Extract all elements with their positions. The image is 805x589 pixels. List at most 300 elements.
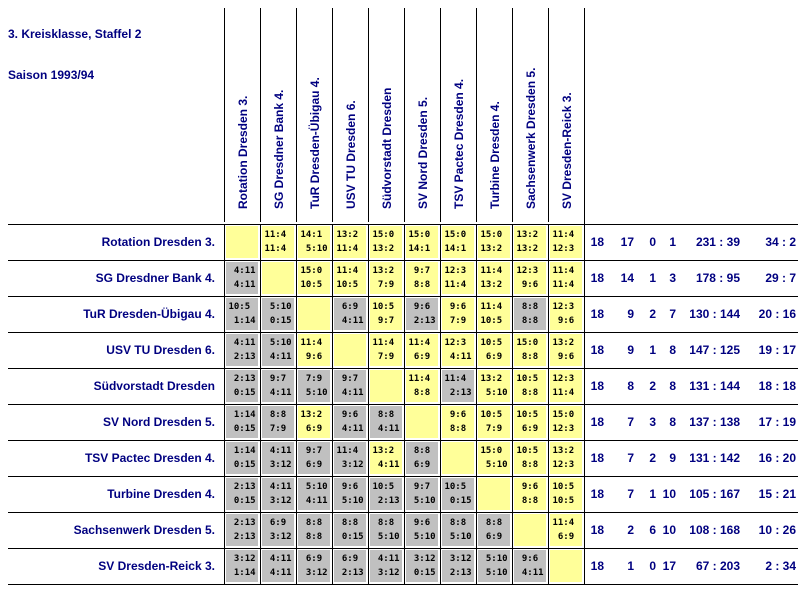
- column-header-label: Rotation Dresden 3.: [236, 95, 250, 209]
- stat-goals: 67 : 203: [695, 559, 740, 573]
- first-leg-score: 11:4: [480, 302, 508, 312]
- first-leg-score: 9:6: [336, 482, 364, 492]
- stat-s: 14: [620, 271, 634, 285]
- stat-pts: 19 : 17: [758, 343, 796, 357]
- team-name: Sachsenwerk Dresden 5.: [73, 523, 215, 537]
- match-result-cell: [370, 550, 402, 582]
- first-leg-score: 11:4: [372, 338, 400, 348]
- stat-pts: 17 : 19: [758, 415, 796, 429]
- column-divider: [476, 224, 477, 584]
- first-leg-score: 6:9: [336, 302, 364, 312]
- match-result-cell: [550, 442, 582, 474]
- column-header: [224, 8, 261, 222]
- first-leg-score: 11:4: [408, 374, 436, 384]
- stat-sp: 18: [590, 235, 604, 249]
- stat-goals: 131 : 142: [689, 451, 740, 465]
- second-leg-score: 2:13: [444, 388, 472, 398]
- stat-s: 9: [627, 307, 634, 321]
- match-result-cell: [370, 226, 402, 258]
- team-name: SV Nord Dresden 5.: [102, 415, 215, 429]
- column-header: [440, 8, 477, 222]
- stat-u: 2: [649, 307, 656, 321]
- second-leg-score: 8:8: [516, 316, 544, 326]
- stat-s: 8: [627, 379, 634, 393]
- match-result-cell: [442, 370, 474, 402]
- second-leg-score: 8:8: [444, 424, 472, 434]
- match-result-cell: [478, 370, 510, 402]
- first-leg-score: 3:12: [444, 554, 472, 564]
- stat-s: 7: [627, 451, 634, 465]
- column-divider: [224, 224, 225, 584]
- match-result-cell: [262, 514, 294, 546]
- first-leg-score: 9:6: [336, 410, 364, 420]
- match-result-cell: [298, 334, 330, 366]
- second-leg-score: 2:13: [372, 496, 400, 506]
- match-result-cell: [262, 370, 294, 402]
- second-leg-score: 5:10: [300, 388, 328, 398]
- second-leg-score: 5:10: [480, 568, 508, 578]
- stat-s: 1: [627, 559, 634, 573]
- second-leg-score: 6:9: [516, 424, 544, 434]
- match-result-cell: [298, 262, 330, 294]
- stat-goals: 105 : 167: [689, 487, 740, 501]
- second-leg-score: 0:15: [228, 424, 256, 434]
- second-leg-score: 11:4: [552, 280, 580, 290]
- match-result-cell: [298, 442, 330, 474]
- stat-goals: 231 : 39: [695, 235, 740, 249]
- column-divider: [512, 224, 513, 584]
- stat-pts: 10 : 26: [758, 523, 796, 537]
- match-result-cell: [226, 370, 258, 402]
- first-leg-score: 11:4: [300, 338, 328, 348]
- second-leg-score: 4:11: [264, 388, 292, 398]
- second-leg-score: 1:14: [228, 316, 256, 326]
- stat-goals: 147 : 125: [689, 343, 740, 357]
- second-leg-score: 4:11: [300, 496, 328, 506]
- first-leg-score: 11:4: [552, 230, 580, 240]
- match-result-cell: [442, 226, 474, 258]
- first-leg-score: 4:11: [264, 482, 292, 492]
- column-header: [404, 8, 441, 222]
- match-result-cell: [226, 442, 258, 474]
- second-leg-score: 2:13: [228, 532, 256, 542]
- first-leg-score: 2:13: [228, 518, 256, 528]
- column-header: [332, 8, 369, 222]
- team-name: SV Dresden-Reick 3.: [98, 559, 215, 573]
- second-leg-score: 13:2: [372, 244, 400, 254]
- second-leg-score: 1:14: [228, 568, 256, 578]
- stat-s: 17: [620, 235, 634, 249]
- stat-pts: 29 : 7: [765, 271, 796, 285]
- second-leg-score: 3:12: [336, 460, 364, 470]
- second-leg-score: 4:11: [264, 352, 292, 362]
- match-result-cell: [514, 334, 546, 366]
- second-leg-score: 4:11: [228, 280, 256, 290]
- first-leg-score: 4:11: [264, 554, 292, 564]
- second-leg-score: 5:10: [300, 244, 328, 254]
- first-leg-score: 9:6: [516, 482, 544, 492]
- second-leg-score: 5:10: [408, 496, 436, 506]
- first-leg-score: 11:4: [336, 266, 364, 276]
- stat-pts: 20 : 16: [758, 307, 796, 321]
- second-leg-score: 0:15: [228, 388, 256, 398]
- stat-n: 8: [669, 379, 676, 393]
- match-result-cell: [262, 298, 294, 330]
- match-result-cell: [550, 370, 582, 402]
- match-result-cell: [514, 550, 546, 582]
- second-leg-score: 13:2: [480, 280, 508, 290]
- first-leg-score: 13:2: [372, 446, 400, 456]
- second-leg-score: 5:10: [444, 532, 472, 542]
- second-leg-score: 4:11: [516, 568, 544, 578]
- first-leg-score: 13:2: [516, 230, 544, 240]
- match-result-cell: [550, 298, 582, 330]
- second-leg-score: 0:15: [228, 460, 256, 470]
- second-leg-score: 5:10: [336, 496, 364, 506]
- self-match-cell: [334, 334, 366, 366]
- column-header-label: TSV Pactec Dresden 4.: [452, 78, 466, 209]
- stat-n: 17: [662, 559, 676, 573]
- match-result-cell: [550, 226, 582, 258]
- second-leg-score: 4:11: [372, 460, 400, 470]
- second-leg-score: 4:11: [372, 424, 400, 434]
- stat-sp: 18: [590, 343, 604, 357]
- second-leg-score: 9:6: [516, 280, 544, 290]
- first-leg-score: 7:9: [300, 374, 328, 384]
- self-match-cell: [478, 478, 510, 510]
- match-result-cell: [298, 550, 330, 582]
- first-leg-score: 4:11: [228, 266, 256, 276]
- team-name: Turbine Dresden 4.: [107, 487, 215, 501]
- first-leg-score: 12:3: [552, 302, 580, 312]
- second-leg-score: 11:4: [264, 244, 292, 254]
- match-result-cell: [334, 478, 366, 510]
- match-result-cell: [406, 550, 438, 582]
- match-result-cell: [442, 550, 474, 582]
- second-leg-score: 4:11: [336, 388, 364, 398]
- match-result-cell: [514, 226, 546, 258]
- match-result-cell: [550, 334, 582, 366]
- second-leg-score: 7:9: [444, 316, 472, 326]
- first-leg-score: 8:8: [264, 410, 292, 420]
- stat-sp: 18: [590, 271, 604, 285]
- first-leg-score: 12:3: [516, 266, 544, 276]
- stat-n: 1: [669, 235, 676, 249]
- first-leg-score: 8:8: [300, 518, 328, 528]
- first-leg-score: 6:9: [300, 554, 328, 564]
- second-leg-score: 10:5: [336, 280, 364, 290]
- match-result-cell: [478, 262, 510, 294]
- match-result-cell: [226, 550, 258, 582]
- second-leg-score: 8:8: [300, 532, 328, 542]
- second-leg-score: 6:9: [480, 352, 508, 362]
- stat-sp: 18: [590, 523, 604, 537]
- team-name: SG Dresdner Bank 4.: [95, 271, 215, 285]
- stat-goals: 178 : 95: [695, 271, 740, 285]
- column-header-label: TuR Dresden-Übigau 4.: [308, 77, 322, 209]
- first-leg-score: 15:0: [480, 446, 508, 456]
- match-result-cell: [550, 478, 582, 510]
- first-leg-score: 12:3: [444, 266, 472, 276]
- first-leg-score: 12:3: [552, 374, 580, 384]
- first-leg-score: 9:6: [516, 554, 544, 564]
- stat-s: 7: [627, 487, 634, 501]
- second-leg-score: 11:4: [552, 388, 580, 398]
- second-leg-score: 7:9: [480, 424, 508, 434]
- column-divider: [260, 224, 261, 584]
- stat-goals: 130 : 144: [689, 307, 740, 321]
- stat-sp: 18: [590, 379, 604, 393]
- second-leg-score: 6:9: [408, 352, 436, 362]
- match-result-cell: [370, 514, 402, 546]
- first-leg-score: 12:3: [444, 338, 472, 348]
- match-result-cell: [550, 514, 582, 546]
- match-result-cell: [370, 478, 402, 510]
- second-leg-score: 5:10: [372, 532, 400, 542]
- match-result-cell: [262, 478, 294, 510]
- match-result-cell: [550, 406, 582, 438]
- match-result-cell: [406, 478, 438, 510]
- second-leg-score: 0:15: [336, 532, 364, 542]
- column-divider: [548, 224, 549, 584]
- match-result-cell: [406, 334, 438, 366]
- self-match-cell: [406, 406, 438, 438]
- column-divider: [440, 224, 441, 584]
- second-leg-score: 9:6: [552, 316, 580, 326]
- match-result-cell: [226, 298, 258, 330]
- match-result-cell: [478, 298, 510, 330]
- first-leg-score: 5:10: [300, 482, 328, 492]
- first-leg-score: 15:0: [444, 230, 472, 240]
- match-result-cell: [406, 298, 438, 330]
- match-result-cell: [442, 298, 474, 330]
- first-leg-score: 15:0: [552, 410, 580, 420]
- first-leg-score: 10:5: [444, 482, 472, 492]
- first-leg-score: 13:2: [480, 374, 508, 384]
- first-leg-score: 10:5: [552, 482, 580, 492]
- second-leg-score: 11:4: [444, 280, 472, 290]
- team-name: Südvorstadt Dresden: [93, 379, 215, 393]
- first-leg-score: 2:13: [228, 482, 256, 492]
- second-leg-score: 6:9: [480, 532, 508, 542]
- season-label: Saison 1993/94: [8, 68, 95, 82]
- match-result-cell: [262, 550, 294, 582]
- column-header: [296, 8, 333, 222]
- match-result-cell: [478, 406, 510, 438]
- self-match-cell: [550, 550, 582, 582]
- match-result-cell: [226, 478, 258, 510]
- first-leg-score: 10:5: [480, 338, 508, 348]
- match-result-cell: [514, 298, 546, 330]
- stat-pts: 18 : 18: [758, 379, 796, 393]
- first-leg-score: 10:5: [372, 482, 400, 492]
- first-leg-score: 9:6: [444, 302, 472, 312]
- match-result-cell: [298, 406, 330, 438]
- column-header-label: Südvorstadt Dresden: [380, 87, 394, 209]
- stat-sp: 18: [590, 487, 604, 501]
- team-name: TSV Pactec Dresden 4.: [84, 451, 215, 465]
- match-result-cell: [442, 262, 474, 294]
- match-result-cell: [226, 262, 258, 294]
- column-header-label: SG Dresdner Bank 4.: [272, 89, 286, 209]
- first-leg-score: 8:8: [408, 446, 436, 456]
- second-leg-score: 8:8: [516, 352, 544, 362]
- second-leg-score: 8:8: [516, 496, 544, 506]
- first-leg-score: 4:11: [228, 338, 256, 348]
- match-result-cell: [478, 514, 510, 546]
- league-title: 3. Kreisklasse, Staffel 2: [8, 27, 142, 41]
- stat-pts: 2 : 34: [765, 559, 796, 573]
- stat-n: 8: [669, 415, 676, 429]
- second-leg-score: 14:1: [408, 244, 436, 254]
- first-leg-score: 10:5: [516, 410, 544, 420]
- first-leg-score: 11:4: [336, 446, 364, 456]
- column-header-label: Sachsenwerk Dresden 5.: [524, 67, 538, 209]
- first-leg-score: 9:7: [408, 482, 436, 492]
- match-result-cell: [442, 478, 474, 510]
- first-leg-score: 15:0: [372, 230, 400, 240]
- match-result-cell: [298, 478, 330, 510]
- column-divider: [404, 224, 405, 584]
- first-leg-score: 10:5: [228, 302, 256, 312]
- column-header-label: SV Dresden-Reick 3.: [560, 92, 574, 209]
- second-leg-score: 3:12: [264, 460, 292, 470]
- first-leg-score: 8:8: [480, 518, 508, 528]
- self-match-cell: [298, 298, 330, 330]
- match-result-cell: [334, 226, 366, 258]
- second-leg-score: 10:5: [480, 316, 508, 326]
- stat-sp: 18: [590, 415, 604, 429]
- first-leg-score: 11:4: [552, 518, 580, 528]
- first-leg-score: 9:6: [408, 302, 436, 312]
- first-leg-score: 10:5: [480, 410, 508, 420]
- stat-n: 7: [669, 307, 676, 321]
- second-leg-score: 7:9: [264, 424, 292, 434]
- column-header: [476, 8, 513, 222]
- stat-s: 7: [627, 415, 634, 429]
- first-leg-score: 9:7: [408, 266, 436, 276]
- first-leg-score: 2:13: [228, 374, 256, 384]
- second-leg-score: 4:11: [444, 352, 472, 362]
- first-leg-score: 13:2: [372, 266, 400, 276]
- second-leg-score: 3:12: [264, 496, 292, 506]
- second-leg-score: 6:9: [300, 460, 328, 470]
- second-leg-score: 2:13: [336, 568, 364, 578]
- match-result-cell: [370, 442, 402, 474]
- column-header: [368, 8, 405, 222]
- match-result-cell: [514, 478, 546, 510]
- match-result-cell: [442, 514, 474, 546]
- stat-n: 3: [669, 271, 676, 285]
- column-header-label: SV Nord Dresden 5.: [416, 96, 430, 209]
- self-match-cell: [262, 262, 294, 294]
- second-leg-score: 12:3: [552, 244, 580, 254]
- first-leg-score: 4:11: [372, 554, 400, 564]
- second-leg-score: 0:15: [228, 496, 256, 506]
- second-leg-score: 12:3: [552, 424, 580, 434]
- second-leg-score: 0:15: [264, 316, 292, 326]
- match-result-cell: [442, 334, 474, 366]
- stat-u: 3: [649, 415, 656, 429]
- second-leg-score: 8:8: [516, 460, 544, 470]
- match-result-cell: [226, 406, 258, 438]
- second-leg-score: 7:9: [372, 352, 400, 362]
- first-leg-score: 11:4: [264, 230, 292, 240]
- second-leg-score: 2:13: [228, 352, 256, 362]
- second-leg-score: 8:8: [408, 280, 436, 290]
- first-leg-score: 5:10: [480, 554, 508, 564]
- second-leg-score: 3:12: [372, 568, 400, 578]
- second-leg-score: 13:2: [516, 244, 544, 254]
- second-leg-score: 10:5: [552, 496, 580, 506]
- first-leg-score: 11:4: [552, 266, 580, 276]
- first-leg-score: 10:5: [372, 302, 400, 312]
- stat-u: 0: [649, 559, 656, 573]
- match-result-cell: [478, 442, 510, 474]
- first-leg-score: 10:5: [516, 446, 544, 456]
- match-result-cell: [334, 298, 366, 330]
- match-result-cell: [406, 262, 438, 294]
- first-leg-score: 13:2: [552, 446, 580, 456]
- match-result-cell: [514, 262, 546, 294]
- stat-goals: 131 : 144: [689, 379, 740, 393]
- match-result-cell: [226, 334, 258, 366]
- first-leg-score: 9:6: [444, 410, 472, 420]
- stat-n: 9: [669, 451, 676, 465]
- second-leg-score: 11:4: [336, 244, 364, 254]
- stat-sp: 18: [590, 307, 604, 321]
- second-leg-score: 0:15: [444, 496, 472, 506]
- second-leg-score: 2:13: [444, 568, 472, 578]
- self-match-cell: [226, 226, 258, 258]
- first-leg-score: 1:14: [228, 410, 256, 420]
- column-divider: [332, 224, 333, 584]
- stat-pts: 16 : 20: [758, 451, 796, 465]
- first-leg-score: 15:0: [300, 266, 328, 276]
- self-match-cell: [370, 370, 402, 402]
- team-name: TuR Dresden-Übigau 4.: [83, 307, 215, 321]
- match-result-cell: [334, 262, 366, 294]
- first-leg-score: 11:4: [408, 338, 436, 348]
- match-result-cell: [442, 406, 474, 438]
- stat-u: 2: [649, 451, 656, 465]
- stat-s: 2: [627, 523, 634, 537]
- column-header-label: USV TU Dresden 6.: [344, 100, 358, 209]
- first-leg-score: 15:0: [480, 230, 508, 240]
- second-leg-score: 4:11: [264, 568, 292, 578]
- column-divider: [296, 224, 297, 584]
- second-leg-score: 10:5: [300, 280, 328, 290]
- second-leg-score: 6:9: [408, 460, 436, 470]
- team-name: USV TU Dresden 6.: [106, 343, 215, 357]
- first-leg-score: 8:8: [444, 518, 472, 528]
- match-result-cell: [334, 370, 366, 402]
- team-name: Rotation Dresden 3.: [101, 235, 215, 249]
- match-result-cell: [370, 298, 402, 330]
- match-result-cell: [478, 550, 510, 582]
- match-result-cell: [370, 334, 402, 366]
- first-leg-score: 3:12: [408, 554, 436, 564]
- first-leg-score: 13:2: [336, 230, 364, 240]
- first-leg-score: 13:2: [552, 338, 580, 348]
- match-result-cell: [334, 406, 366, 438]
- first-leg-score: 8:8: [516, 302, 544, 312]
- first-leg-score: 9:6: [408, 518, 436, 528]
- first-leg-score: 9:7: [336, 374, 364, 384]
- second-leg-score: 0:15: [408, 568, 436, 578]
- first-leg-score: 5:10: [264, 302, 292, 312]
- match-result-cell: [298, 514, 330, 546]
